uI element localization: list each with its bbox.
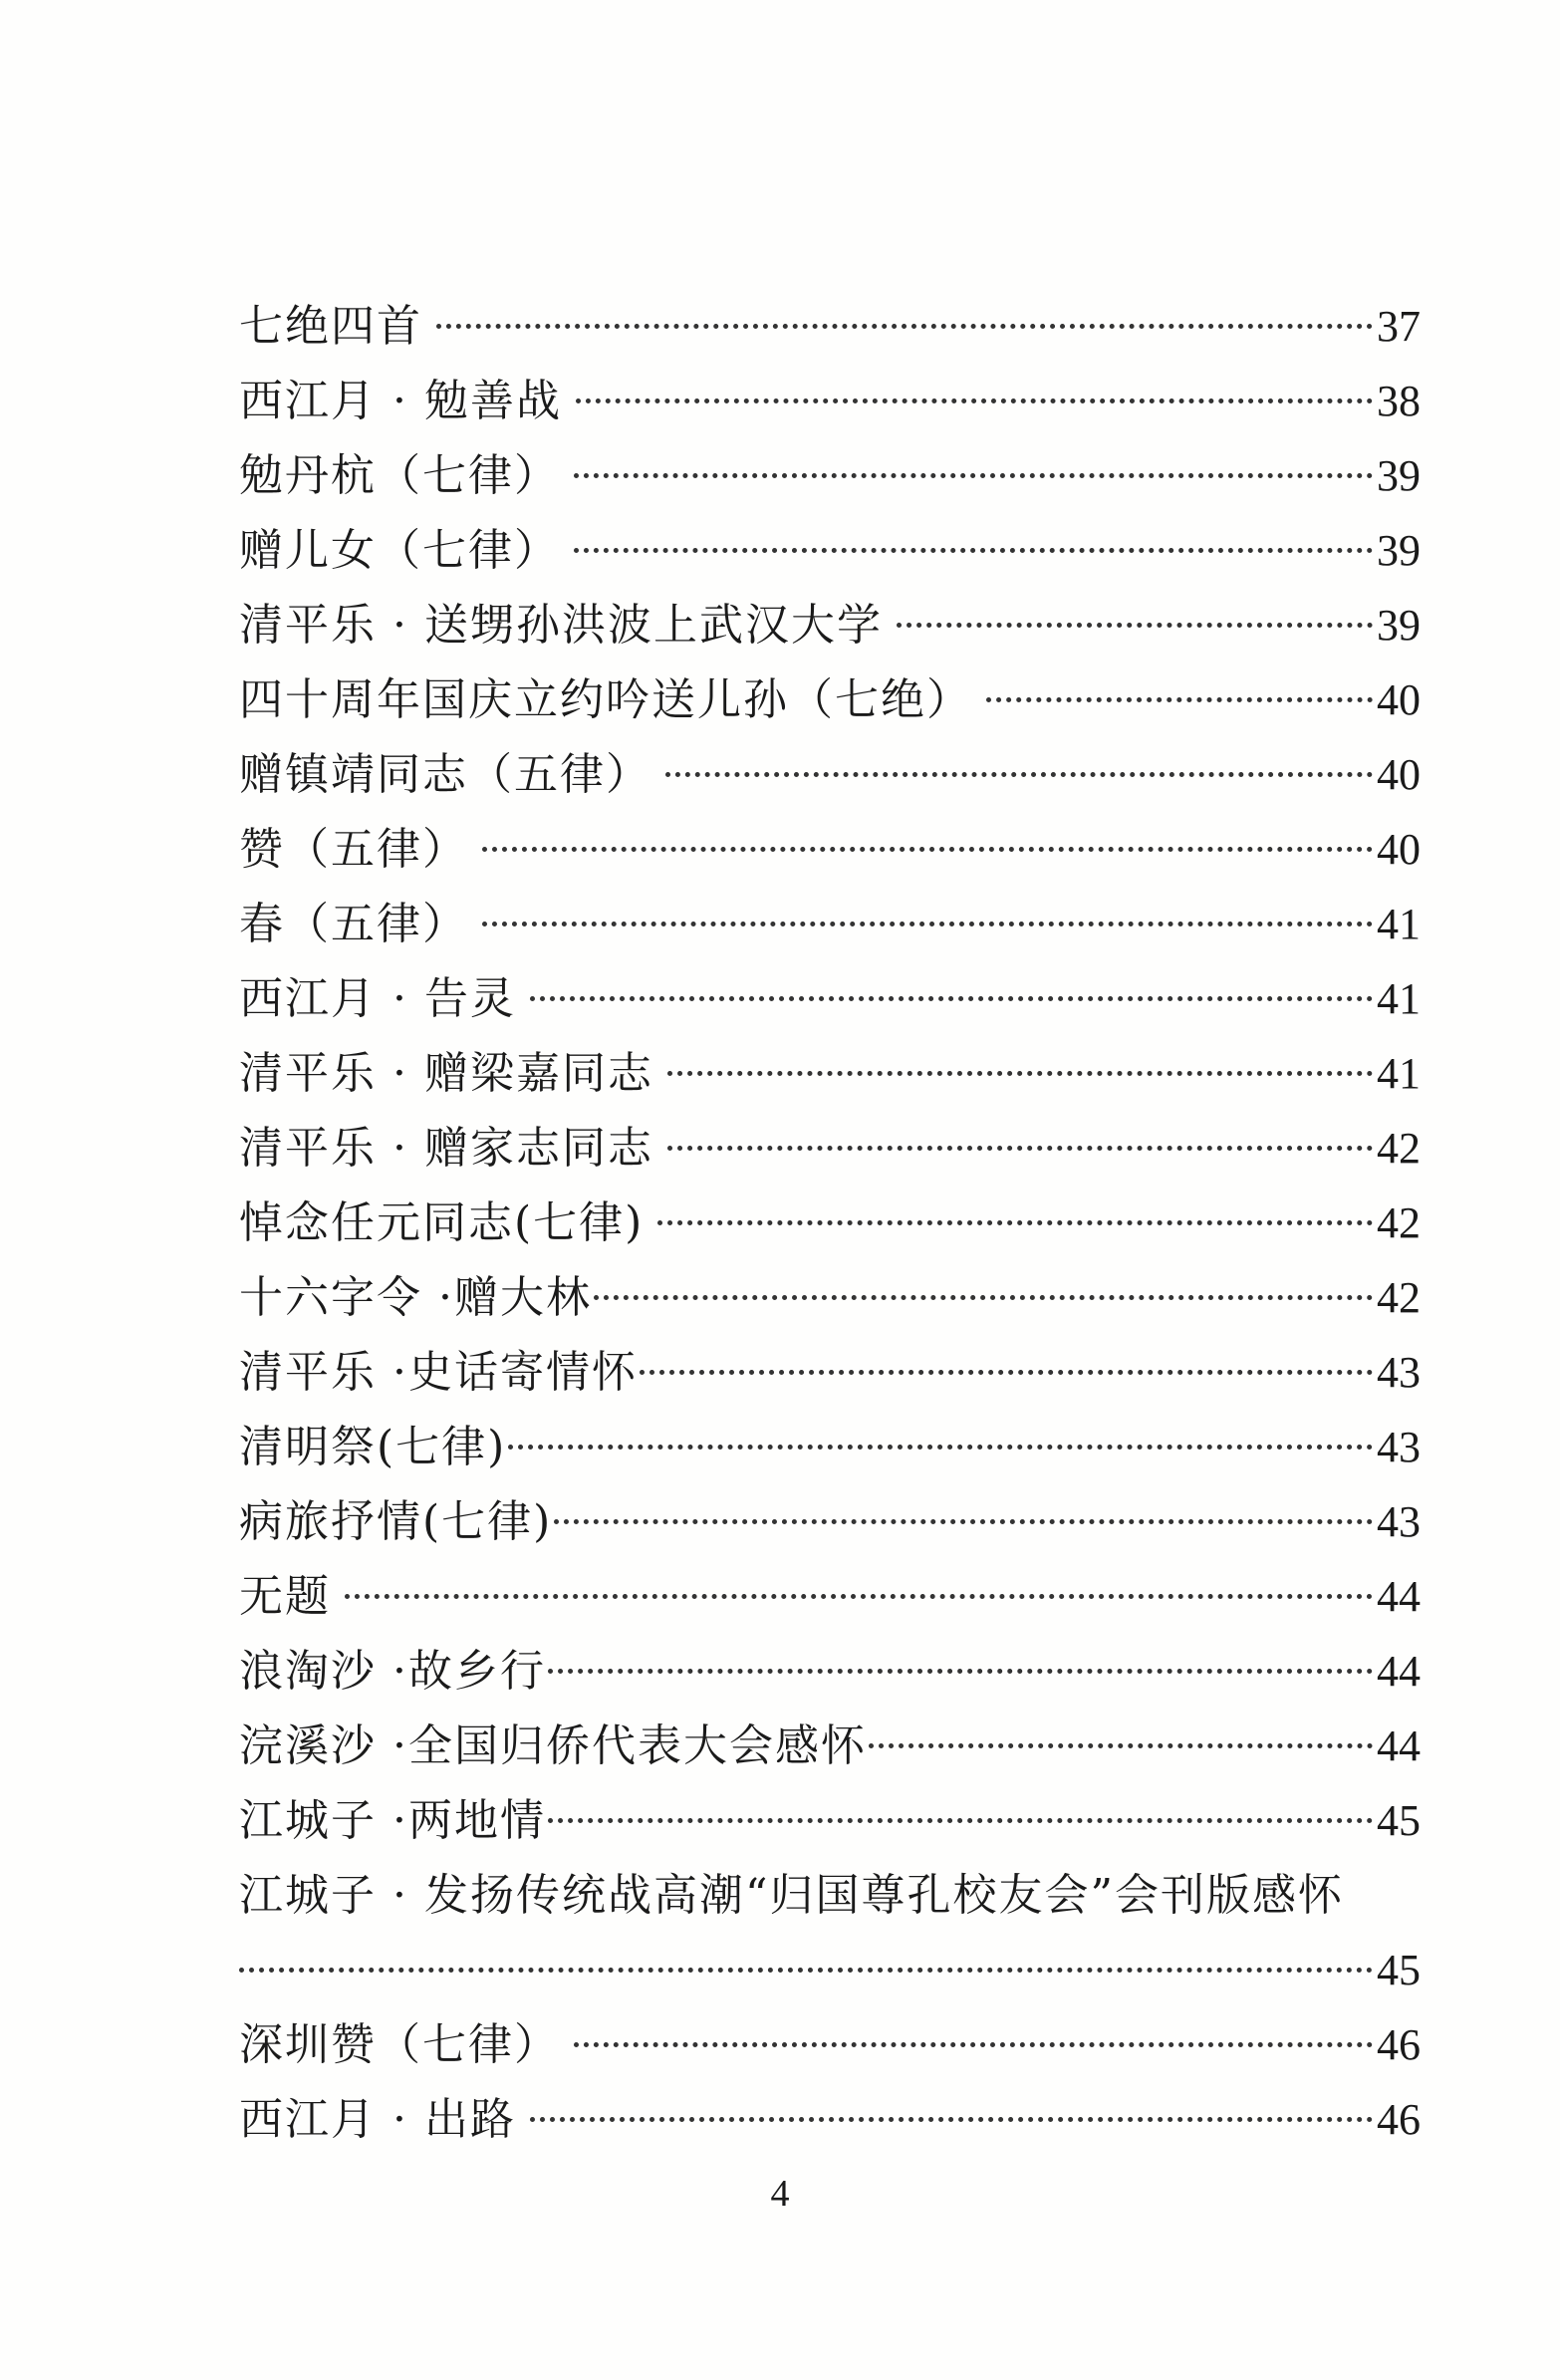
toc-entry-title: 清平乐 · 赠家志同志 <box>239 1123 653 1174</box>
toc-entry-title: 赞（五律） <box>239 824 468 875</box>
page-number: 4 <box>770 2173 790 2215</box>
toc-entry-title: 春（五律） <box>239 899 468 949</box>
dot-leader <box>508 1445 1373 1450</box>
toc-entry-title: 赠镇靖同志（五律） <box>239 749 651 800</box>
toc-entry <box>239 961 1421 1036</box>
toc-entry-page: 38 <box>1377 377 1421 425</box>
toc-entry <box>239 513 1421 588</box>
toc-entry-title: 无题 <box>239 1571 331 1622</box>
toc-entry <box>239 2082 1421 2157</box>
toc-entry-page: 44 <box>1377 1647 1421 1696</box>
dot-leader <box>986 697 1373 702</box>
toc-entry-page: 41 <box>1377 900 1421 948</box>
toc-entry <box>239 812 1421 887</box>
toc-entry-title: 浪淘沙 ·故乡行 <box>239 1646 546 1697</box>
toc-entry <box>239 1186 1421 1260</box>
toc-entry-title: 清平乐 · 赠梁嘉同志 <box>239 1048 653 1099</box>
toc-entry <box>239 588 1421 662</box>
toc-entry <box>239 1858 1421 1933</box>
toc-entry-page: 43 <box>1377 1497 1421 1546</box>
toc-entry-page: 43 <box>1377 1348 1421 1397</box>
dot-leader <box>530 2117 1373 2122</box>
dot-leader <box>574 2042 1373 2047</box>
toc-entry-page: 45 <box>1377 1796 1421 1845</box>
toc-entry <box>239 662 1421 737</box>
toc-entry-title: 浣溪沙 ·全国归侨代表大会感怀 <box>239 1720 867 1771</box>
dot-leader <box>482 847 1373 852</box>
toc-entry-page: 41 <box>1377 1049 1421 1098</box>
toc-entry-page: 40 <box>1377 675 1421 724</box>
toc-entry <box>239 1036 1421 1111</box>
toc-entry-title: 病旅抒情(七律) <box>239 1496 553 1547</box>
dot-leader <box>345 1594 1373 1599</box>
dot-leader <box>574 473 1373 478</box>
toc-entry-page: 39 <box>1377 601 1421 650</box>
toc-entry <box>239 1709 1421 1783</box>
toc-entry <box>239 737 1421 812</box>
toc-entry-title: 清平乐 ·史话寄情怀 <box>239 1347 638 1398</box>
toc-entry <box>239 1111 1421 1186</box>
toc-entry-title: 西江月 · 出路 <box>239 2094 516 2145</box>
dot-leader <box>482 922 1373 926</box>
dot-leader <box>554 1519 1373 1524</box>
dot-leader <box>576 398 1373 403</box>
table-of-contents <box>239 289 1421 2157</box>
dot-leader <box>594 1295 1373 1300</box>
toc-entry-page: 39 <box>1377 526 1421 575</box>
toc-entry-page: 42 <box>1377 1198 1421 1247</box>
toc-entry-page: 46 <box>1377 2095 1421 2144</box>
toc-entry-title: 清平乐 · 送甥孙洪波上武汉大学 <box>239 600 883 651</box>
dot-leader <box>548 1818 1373 1823</box>
toc-entry-title: 四十周年国庆立约吟送儿孙（七绝） <box>239 674 972 725</box>
dot-leader <box>667 1146 1373 1151</box>
toc-entry <box>239 1410 1421 1484</box>
dot-leader <box>665 772 1373 777</box>
dot-leader <box>436 324 1373 329</box>
toc-entry-page: 41 <box>1377 974 1421 1023</box>
toc-entry <box>239 438 1421 513</box>
toc-entry-page: 44 <box>1377 1721 1421 1770</box>
toc-entry-title: 十六字令 ·赠大林 <box>239 1272 592 1323</box>
toc-entry <box>239 1634 1421 1709</box>
dot-leader <box>574 548 1373 553</box>
dot-leader <box>640 1370 1373 1375</box>
toc-entry-title: 西江月 · 告灵 <box>239 973 516 1024</box>
toc-entry-title: 江城子 ·两地情 <box>239 1795 546 1846</box>
toc-entry <box>239 1260 1421 1335</box>
toc-entry <box>239 1335 1421 1410</box>
toc-entry-title: 七绝四首 <box>239 301 422 352</box>
toc-entry-title: 西江月 · 勉善战 <box>239 376 562 426</box>
dot-leader <box>897 623 1373 628</box>
dot-leader <box>530 996 1373 1001</box>
dot-leader <box>667 1071 1373 1076</box>
toc-entry-page: 45 <box>1377 1946 1421 1994</box>
toc-entry-title: 悼念任元同志(七律) <box>239 1197 645 1248</box>
toc-entry-title: 清明祭(七律) <box>239 1422 507 1472</box>
toc-entry <box>239 289 1421 364</box>
dot-leader <box>548 1669 1373 1674</box>
toc-entry-page: 40 <box>1377 750 1421 799</box>
toc-entry <box>239 364 1421 438</box>
dot-leader <box>657 1220 1373 1225</box>
toc-entry-page: 42 <box>1377 1124 1421 1173</box>
toc-entry-page: 44 <box>1377 1572 1421 1621</box>
dot-leader <box>869 1743 1373 1748</box>
toc-entry <box>239 1559 1421 1634</box>
toc-entry-title: 江城子 · 发扬传统战高潮“归国尊孔校友会”会刊版感怀 <box>239 1870 1344 1921</box>
toc-entry-page: 40 <box>1377 825 1421 874</box>
toc-entry-title: 深圳赞（七律） <box>239 2019 560 2070</box>
toc-entry <box>239 1783 1421 1858</box>
toc-entry <box>239 2007 1421 2082</box>
toc-entry-page: 43 <box>1377 1423 1421 1471</box>
toc-entry-page: 39 <box>1377 451 1421 500</box>
toc-entry <box>239 887 1421 961</box>
toc-entry-page: 37 <box>1377 302 1421 351</box>
toc-entry-title: 赠儿女（七律） <box>239 525 560 576</box>
toc-entry-continuation <box>239 1933 1421 2007</box>
toc-entry-page: 42 <box>1377 1273 1421 1322</box>
toc-entry-page: 46 <box>1377 2020 1421 2069</box>
dot-leader <box>239 1968 1373 1973</box>
toc-entry-title: 勉丹杭（七律） <box>239 450 560 501</box>
toc-entry <box>239 1484 1421 1559</box>
